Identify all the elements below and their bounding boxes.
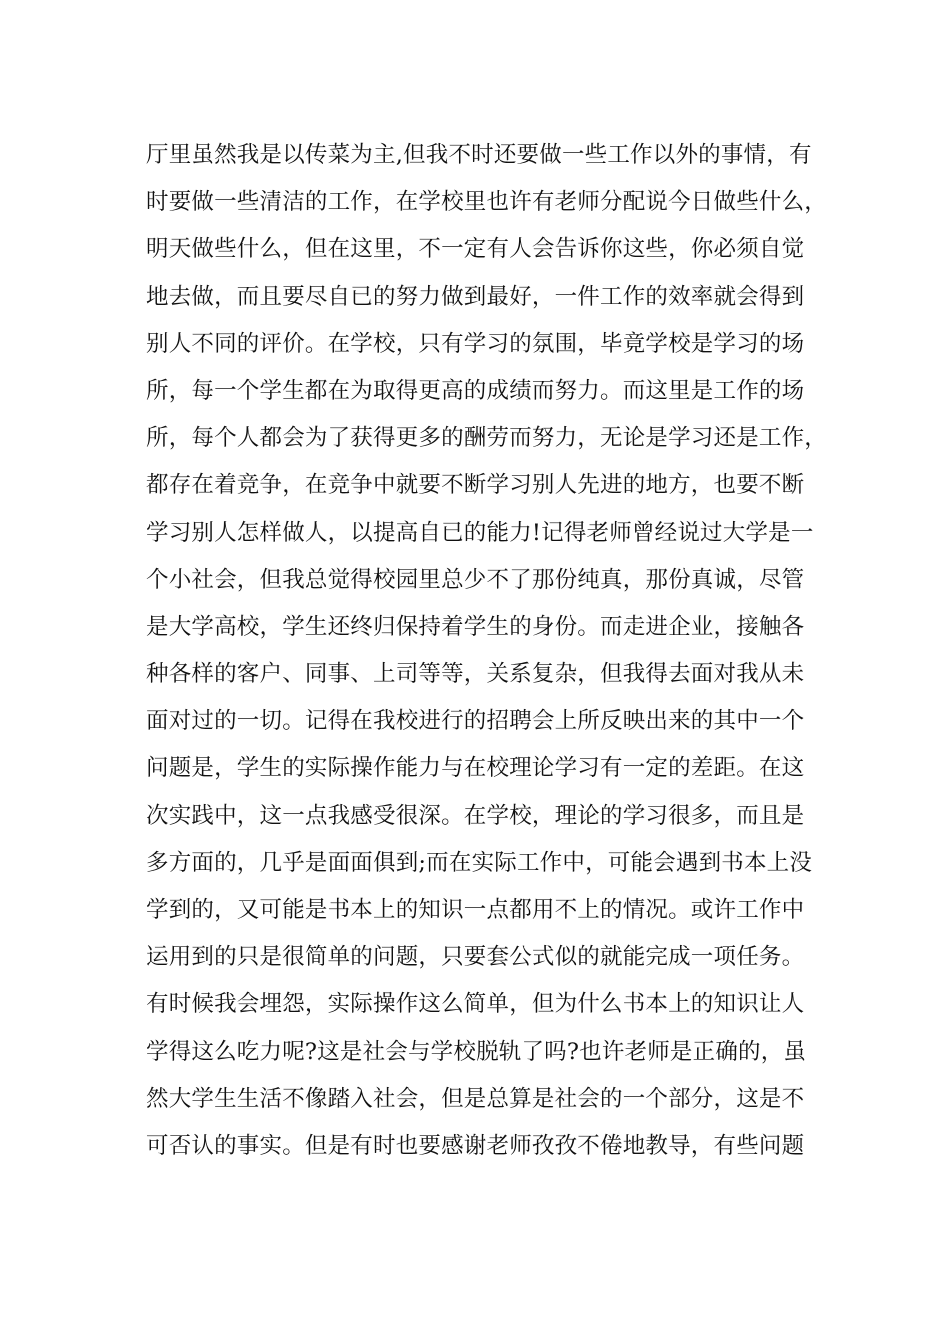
text-line: 面对过的一切。记得在我校进行的招聘会上所反映出来的其中一个	[146, 708, 805, 735]
text-line: 个小社会，但我总觉得校园里总少不了那份纯真，那份真诚，尽管	[146, 566, 805, 593]
body-text	[146, 132, 826, 1170]
text-line: 学得这么吃力呢?这是社会与学校脱轨了吗?也许老师是正确的，虽	[146, 1038, 807, 1065]
text-line: 然大学生生活不像踏入社会，但是总算是社会的一个部分，这是不	[146, 1085, 805, 1112]
text-line: 种各样的客户、同事、上司等等，关系复杂，但我得去面对我从未	[146, 661, 805, 688]
text-line: 厅里虽然我是以传菜为主,但我不时还要做一些工作以外的事情，有	[146, 142, 812, 168]
text-line: 学到的，又可能是书本上的知识一点都用不上的情况。或许工作中	[146, 897, 805, 923]
text-line: 学习别人怎样做人，以提高自已的能力!记得老师曾经说过大学是一	[146, 519, 814, 546]
text-line: 所，每一个学生都在为取得更高的成绩而努力。而这里是工作的场	[146, 377, 805, 404]
text-line: 都存在着竞争，在竞争中就要不断学习别人先进的地方，也要不断	[146, 472, 805, 499]
text-line: 有时候我会埋怨，实际操作这么简单，但为什么书本上的知识让人	[146, 991, 805, 1018]
text-line: 别人不同的评价。在学校，只有学习的氛围，毕竟学校是学习的场	[146, 330, 805, 357]
text-line: 多方面的，几乎是面面俱到;而在实际工作中，可能会遇到书本上没	[146, 849, 813, 876]
text-line: 次实践中，这一点我感受很深。在学校，理论的学习很多，而且是	[146, 802, 805, 829]
text-line: 问题是，学生的实际操作能力与在校理论学习有一定的差距。在这	[146, 755, 805, 782]
text-line: 是大学高校，学生还终归保持着学生的身份。而走进企业，接触各	[146, 613, 805, 640]
text-line: 明天做些什么，但在这里，不一定有人会告诉你这些，你必须自觉	[146, 236, 805, 263]
text-line: 时要做一些清洁的工作，在学校里也许有老师分配说今日做些什么，	[146, 189, 828, 216]
text-line: 地去做，而且要尽自已的努力做到最好，一件工作的效率就会得到	[146, 283, 805, 310]
text-line: 所，每个人都会为了获得更多的酬劳而努力，无论是学习还是工作，	[146, 425, 828, 452]
text-line: 运用到的只是很简单的问题，只要套公式似的就能完成一项任务。	[146, 944, 805, 971]
text-line: 可否认的事实。但是有时也要感谢老师孜孜不倦地教导，有些问题	[146, 1132, 805, 1159]
